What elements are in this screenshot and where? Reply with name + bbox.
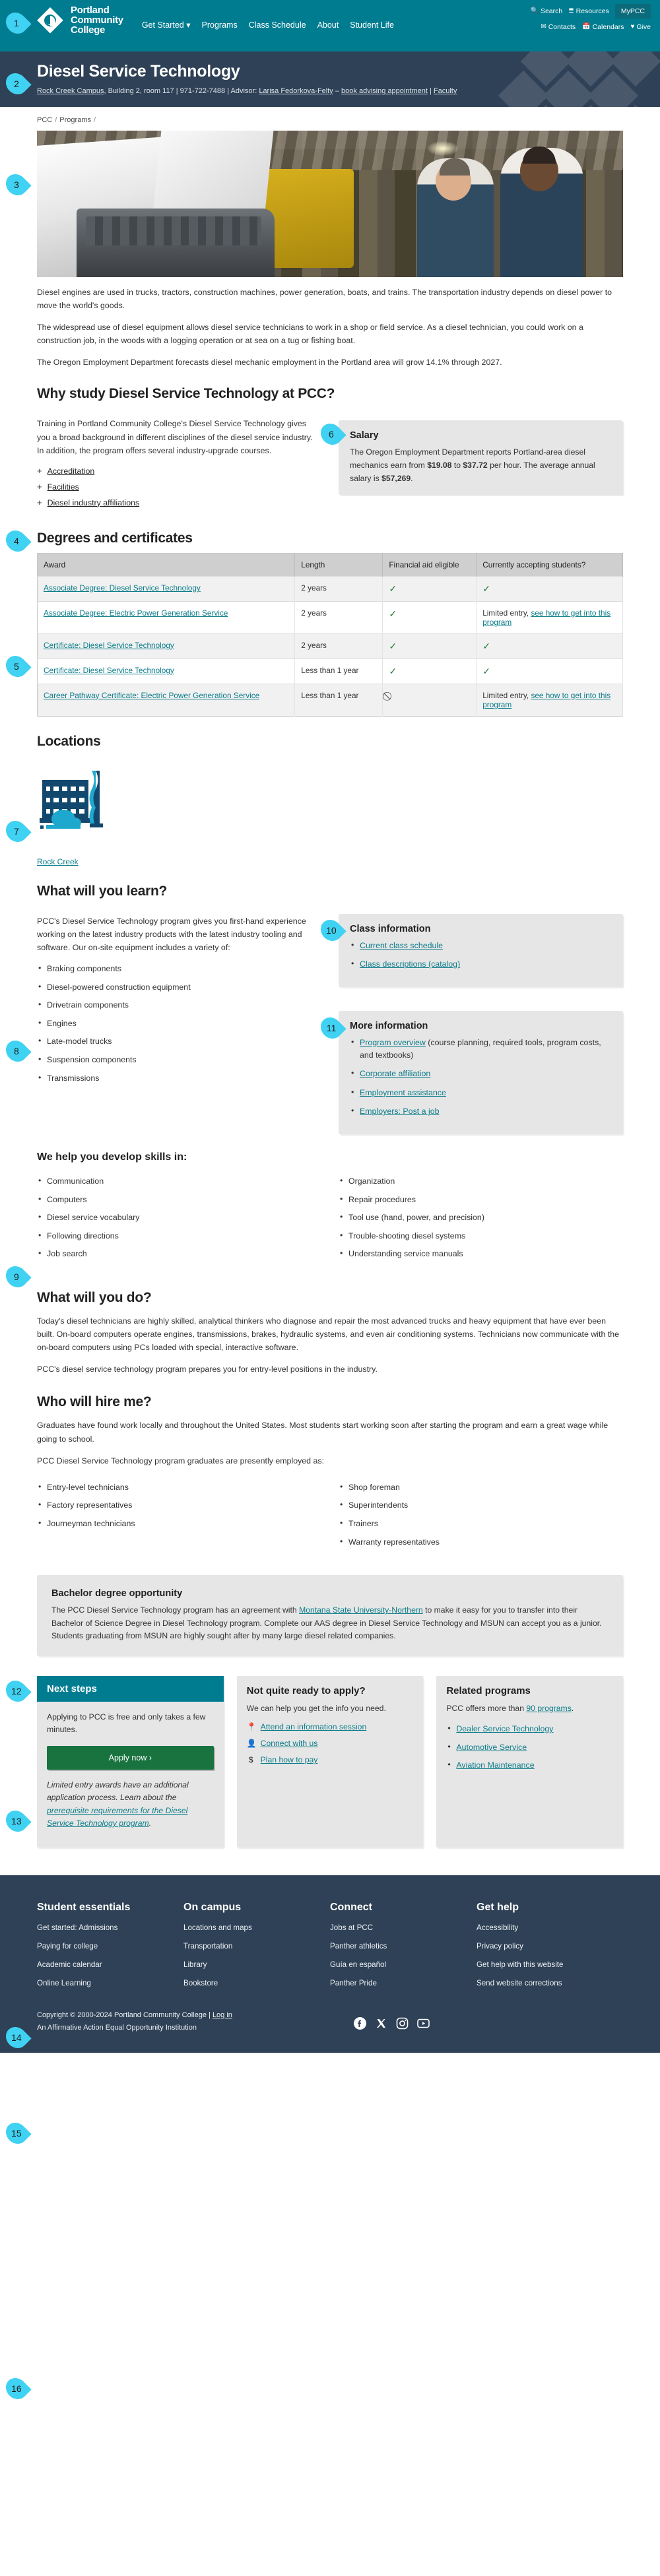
list-item: • Diesel service vocabulary	[37, 1211, 321, 1224]
annotation-marker-10: 10	[316, 915, 346, 945]
link-information-session[interactable]: Attend an information session	[260, 1722, 367, 1732]
site-header	[0, 0, 660, 51]
annotation-marker-13: 13	[1, 1806, 31, 1836]
list-item	[350, 1105, 612, 1118]
skills-columns	[37, 1170, 623, 1272]
locations-heading: Locations	[37, 733, 101, 749]
breadcrumb-separator-2: /	[93, 116, 96, 124]
link-corporate-affiliation[interactable]: Corporate affiliation	[360, 1069, 431, 1079]
salary-high: $37.72	[463, 460, 488, 470]
instagram-icon[interactable]	[396, 2017, 409, 2030]
hire-paragraph-1: Graduates have found work locally and throughout the United States. Most students start working soon after starting the program and earn a great wage while going to school.	[37, 1421, 609, 1444]
footer-link-academic-calendar[interactable]: Academic calendar	[37, 1960, 102, 1969]
breadcrumb-item-pcc[interactable]: PCC	[37, 116, 53, 124]
equipment-list	[37, 963, 321, 1084]
table-row	[38, 684, 623, 716]
not-ready-lead: We can help you get the info you need.	[246, 1703, 386, 1713]
campus-link[interactable]: Rock Creek Campus	[37, 87, 104, 95]
list-item: • Suspension components	[37, 1054, 321, 1066]
footer-link-paying-for-college[interactable]: Paying for college	[37, 1941, 98, 1950]
bachelor-heading: Bachelor degree opportunity	[51, 1588, 183, 1599]
list-item: • Drivetrain components	[37, 999, 321, 1012]
salary-low: $19.08	[427, 460, 452, 470]
footer-link-bookstore[interactable]: Bookstore	[183, 1978, 218, 1987]
nav-item-student-life[interactable]: Student Life	[350, 20, 394, 30]
intro-paragraph-1: Diesel engines are used in trucks, tractors, construction machines, power generation, boats, and trains. The transportation industry depends on diesel power to move the world's goods.	[37, 288, 612, 311]
intro-paragraph-2: The widespread use of diesel equipment allows diesel service technicians to work in a shop or field service. As a diesel technician, you could work on a construction job, in the woods with a logging operation or at sea on a tug or fishing boat.	[37, 323, 583, 346]
skills-list-right	[339, 1175, 623, 1266]
annotation-marker-2: 2	[1, 69, 31, 98]
learn-right-column	[326, 906, 623, 1134]
breadcrumb	[0, 107, 660, 131]
accordion-diesel-industry-affiliations[interactable]	[37, 498, 321, 507]
what-will-you-do-section	[0, 1290, 660, 1376]
skills-heading: We help you develop skills in:	[37, 1151, 187, 1163]
site-logo[interactable]	[36, 5, 123, 35]
limited-entry-link[interactable]: see how to get into this program	[482, 608, 611, 627]
list-item	[350, 940, 612, 952]
salary-callout-card	[339, 420, 623, 495]
jobs-list-left	[37, 1481, 321, 1536]
cell-financial-aid	[383, 659, 477, 684]
nav-item-class-schedule[interactable]: Class Schedule	[248, 20, 306, 30]
contacts-link[interactable]: ✉ Contacts	[541, 23, 576, 31]
list-item: • Repair procedures	[339, 1194, 623, 1206]
next-steps-card	[37, 1676, 224, 1848]
annotation-marker-9: 9	[1, 1262, 31, 1291]
cell-award	[38, 659, 295, 684]
footer-link-online-learning[interactable]: Online Learning	[37, 1978, 91, 1987]
instructor-person	[417, 158, 494, 277]
list-item	[446, 1741, 613, 1754]
list-item: • Trainers	[339, 1518, 623, 1530]
calendars-link[interactable]: 📅 Calendars	[582, 23, 624, 31]
link-class-descriptions[interactable]: Class descriptions (catalog)	[360, 959, 461, 969]
learn-section	[0, 884, 660, 1272]
award-link[interactable]: Associate Degree: Electric Power Generation Service	[44, 608, 228, 618]
search-icon: 🔍	[530, 7, 539, 15]
list-item: • Shop foreman	[339, 1481, 623, 1494]
list-item	[446, 1759, 613, 1772]
list-item	[350, 958, 612, 971]
footer-link-get-started-admissions[interactable]: Get started: Admissions	[37, 1923, 118, 1932]
footer-link-send-website-corrections[interactable]: Send website corrections	[477, 1978, 562, 1987]
envelope-icon: ✉	[541, 23, 546, 30]
list-item: • Engines	[37, 1017, 321, 1030]
accordion-accreditation[interactable]	[37, 466, 321, 476]
link-employers-post-a-job[interactable]: Employers: Post a job	[360, 1107, 440, 1116]
footer-link-log-in[interactable]: Log in	[212, 2011, 232, 2019]
locations-section	[0, 734, 660, 750]
column-financial-aid: Financial aid eligible	[383, 553, 477, 576]
column-accepting: Currently accepting students?	[477, 553, 623, 576]
resources-icon: ≣	[568, 7, 574, 15]
footer-bottom	[37, 2009, 623, 2035]
annotation-marker-12: 12	[1, 1676, 31, 1706]
related-programs-body	[436, 1676, 623, 1787]
related-programs-card	[436, 1676, 623, 1848]
list-item: • Following directions	[37, 1230, 321, 1242]
annotation-marker-14: 14	[1, 2022, 31, 2052]
logo-line-1: Portland	[71, 5, 110, 16]
annotation-marker-8: 8	[1, 1036, 31, 1066]
apply-now-button[interactable]: Apply now ›	[47, 1746, 214, 1770]
footer-link-accessibility[interactable]: Accessibility	[477, 1923, 519, 1932]
annotation-marker-6: 6	[316, 420, 346, 449]
table-row	[38, 576, 623, 601]
not-ready-links	[247, 1722, 414, 1764]
link-dealer-service-technology[interactable]: Dealer Service Technology	[456, 1724, 554, 1734]
resources-link[interactable]: ≣ Resources	[568, 7, 609, 15]
truck-cab	[152, 131, 275, 220]
cell-award	[38, 633, 295, 659]
annotation-marker-11: 11	[316, 1013, 346, 1043]
list-item	[247, 1722, 414, 1731]
utility-navigation	[531, 4, 651, 31]
next-steps-lead: Applying to PCC is free and only takes a few minutes.	[47, 1712, 206, 1735]
list-item: • Tool use (hand, power, and precision)	[339, 1211, 623, 1224]
footer-link-guia-en-espanol[interactable]: Guía en español	[330, 1960, 387, 1969]
next-steps-fineprint: Limited entry awards have an additional application process. Learn about the prerequisite requirements for the Diesel Service Technology program.	[47, 1780, 189, 1828]
affirmative-action-line: An Affirmative Action Equal Opportunity Institution	[37, 2023, 197, 2032]
nav-item-about[interactable]: About	[317, 20, 339, 30]
footer-columns	[37, 1902, 623, 1997]
footer-column-student-essentials	[37, 1902, 183, 1997]
advisor-link[interactable]: Larisa Fedorkova-Felty	[259, 87, 333, 95]
do-paragraph-2: PCC's diesel service technology program prepares you for entry-level positions in the industry.	[37, 1365, 378, 1374]
degrees-heading: Degrees and certificates	[37, 530, 193, 546]
check-icon: ✓	[389, 640, 397, 651]
campus-illustration-icon	[37, 767, 136, 848]
footer-link-get-help-with-website[interactable]: Get help with this website	[477, 1960, 564, 1969]
footer-column-on-campus	[183, 1902, 330, 1997]
footer-link-jobs-at-pcc[interactable]: Jobs at PCC	[330, 1923, 374, 1932]
jobs-columns	[37, 1476, 623, 1559]
cell-award	[38, 576, 295, 601]
footer-link-locations-and-maps[interactable]: Locations and maps	[183, 1923, 252, 1932]
annotation-marker-3: 3	[1, 170, 31, 199]
list-item	[350, 1068, 612, 1080]
footer-link-transportation[interactable]: Transportation	[183, 1941, 233, 1950]
footer-heading: Connect	[330, 1901, 372, 1913]
accordion-label-affiliations[interactable]: Diesel industry affiliations	[47, 498, 140, 507]
page-title: Diesel Service Technology	[37, 62, 240, 80]
faculty-link[interactable]: Faculty	[433, 87, 457, 95]
footer-link-privacy-policy[interactable]: Privacy policy	[477, 1941, 523, 1950]
salary-text: The Oregon Employment Department reports Portland-area diesel mechanics earn from $19.08 to $37.72 per hour. The average annual salary is $57,269.	[350, 447, 595, 483]
nav-item-get-started[interactable]: Get Started ▾	[141, 20, 191, 30]
table-header-row	[38, 553, 623, 576]
not-ready-heading: Not quite ready to apply?	[246, 1685, 366, 1696]
program-hero-image	[37, 131, 623, 277]
link-plan-how-to-pay[interactable]: Plan how to pay	[260, 1755, 318, 1765]
related-programs-lead: PCC offers more than 90 programs.	[446, 1703, 574, 1713]
cell-financial-aid	[383, 601, 477, 633]
more-information-card	[339, 1011, 623, 1134]
class-information-links	[350, 940, 612, 971]
breadcrumb-item-programs[interactable]: Programs	[59, 116, 91, 124]
list-item: • Organization	[339, 1175, 623, 1188]
annotation-marker-1: 1	[1, 8, 31, 38]
annotation-marker-5: 5	[1, 651, 31, 681]
not-ready-body	[237, 1676, 424, 1782]
table-row	[38, 659, 623, 684]
check-icon: ✓	[482, 640, 490, 651]
next-steps-section	[0, 1676, 660, 1848]
class-information-heading: Class information	[350, 923, 431, 934]
cell-accepting: Limited entry, see how to get into this program	[477, 684, 623, 716]
program-meta-line: Rock Creek Campus, Building 2, room 117 | 971-722-7488 | Advisor: Larisa Fedorkova-Felty – book advising appointment | Faculty	[37, 87, 457, 95]
why-study-left-column	[37, 408, 321, 513]
check-icon: ✓	[482, 583, 490, 594]
plus-icon: +	[37, 465, 42, 476]
map-pin-icon: 📍	[246, 1722, 257, 1732]
location-link-rock-creek[interactable]: Rock Creek	[37, 856, 79, 866]
award-link[interactable]: Certificate: Diesel Service Technology	[44, 640, 174, 650]
limited-entry-link[interactable]: see how to get into this program	[482, 690, 611, 709]
list-item: • Trouble-shooting diesel systems	[339, 1230, 623, 1242]
dollar-icon: $	[248, 1755, 253, 1765]
hire-paragraph-2: PCC Diesel Service Technology program graduates are presently employed as:	[37, 1456, 325, 1465]
nav-item-programs[interactable]: Programs	[201, 20, 238, 30]
more-information-links	[350, 1037, 612, 1118]
next-steps-body	[37, 1702, 224, 1840]
do-paragraph-1: Today's diesel technicians are highly skilled, analytical thinkers who diagnose and repair the most advanced trucks and heavy equipment that have ever been built. On-board computers operate engines, transmissions, brakes, hydraulic systems, and even air conditioning systems. Technicians now communicate with the on-board computers using PCs loaded with special, interactive software.	[37, 1316, 619, 1353]
copyright-line: Copyright © 2000-2024 Portland Community College | Log in	[37, 2011, 232, 2019]
footer-column-connect	[330, 1902, 477, 1997]
logo-line-3: College	[71, 24, 106, 36]
diesel-engine	[77, 209, 275, 277]
book-advising-link[interactable]: book advising appointment	[341, 87, 428, 95]
annotation-marker-15: 15	[1, 2118, 31, 2148]
link-prerequisite-requirements[interactable]: prerequisite requirements for the Diesel Service Technology program	[47, 1805, 188, 1828]
heart-icon: ♥	[630, 23, 635, 30]
facebook-icon[interactable]	[354, 2017, 366, 2030]
utility-row-primary	[531, 4, 651, 18]
main-navigation	[142, 20, 394, 30]
intro-paragraph-3: The Oregon Employment Department forecasts diesel mechanic employment in the Portland area will grow 14.1% through 2027.	[37, 358, 502, 368]
cell-award	[38, 601, 295, 633]
list-item: • Transmissions	[37, 1072, 321, 1085]
footer-link-library[interactable]: Library	[183, 1960, 207, 1969]
table-row	[38, 601, 623, 633]
link-montana-state-university[interactable]: Montana State University-Northern	[299, 1605, 423, 1615]
footer-copyright	[37, 2009, 314, 2035]
why-study-heading: Why study Diesel Service Technology at PCC?	[37, 386, 335, 402]
list-item: • Journeyman technicians	[37, 1518, 321, 1530]
link-aviation-maintenance[interactable]: Aviation Maintenance	[456, 1760, 535, 1770]
bachelor-degree-card	[37, 1575, 623, 1656]
x-twitter-icon[interactable]	[375, 2017, 387, 2030]
footer-heading: On campus	[183, 1901, 242, 1913]
list-item: • Diesel-powered construction equipment	[37, 981, 321, 994]
award-link[interactable]: Associate Degree: Diesel Service Technology	[44, 583, 201, 593]
next-steps-cards	[37, 1676, 623, 1848]
list-item: • Understanding service manuals	[339, 1248, 623, 1260]
why-study-right-column	[329, 408, 623, 495]
plus-icon: +	[37, 481, 42, 492]
logo-line-2: Community	[71, 15, 123, 26]
list-item	[350, 1087, 612, 1099]
cell-length: Less than 1 year	[295, 684, 383, 716]
why-study-paragraph: Training in Portland Community College's Diesel Service Technology gives you a broad background in different disciplines of the diesel service industry. In addition, the program offers several industry-upgrade courses.	[37, 419, 313, 455]
program-title-band	[0, 51, 660, 107]
site-footer	[0, 1875, 660, 2053]
cell-accepting	[477, 576, 623, 601]
cell-financial-aid	[383, 576, 477, 601]
person-icon: 👤	[246, 1739, 257, 1749]
list-item: • Computers	[37, 1194, 321, 1206]
more-information-heading: More information	[350, 1020, 428, 1031]
cell-financial-aid	[383, 684, 477, 716]
list-item: • Factory representatives	[37, 1499, 321, 1512]
learn-left-column	[37, 906, 321, 1091]
cell-accepting	[477, 659, 623, 684]
learn-paragraph: PCC's Diesel Service Technology program gives you first-hand experience working on the latest industry products with the latest industry tooling and software. Our on-site equipment includes a variety of:	[37, 916, 306, 952]
cell-length: 2 years	[295, 633, 383, 659]
breadcrumb-separator: /	[55, 116, 57, 124]
footer-heading: Get help	[477, 1901, 519, 1913]
accordion-label-facilities[interactable]: Facilities	[47, 482, 79, 492]
annotation-marker-7: 7	[1, 816, 31, 846]
list-item: • Warranty representatives	[339, 1536, 623, 1549]
accordion-facilities[interactable]	[37, 482, 321, 492]
utility-row-secondary	[531, 23, 651, 31]
next-steps-heading: Next steps	[37, 1676, 224, 1702]
link-connect-with-us[interactable]: Connect with us	[260, 1739, 318, 1749]
link-employment-assistance[interactable]: Employment assistance	[360, 1087, 446, 1097]
hire-heading: Who will hire me?	[37, 1394, 152, 1410]
list-item: • Superintendents	[339, 1499, 623, 1512]
learn-heading: What will you learn?	[37, 883, 168, 899]
list-item: • Entry-level technicians	[37, 1481, 321, 1494]
youtube-icon[interactable]	[417, 2017, 430, 2030]
table-row	[38, 633, 623, 659]
calendar-icon: 📅	[582, 23, 591, 30]
chevron-down-icon: ▾	[186, 20, 191, 30]
cell-accepting	[477, 633, 623, 659]
pcc-diamond-logo-icon	[36, 6, 65, 35]
footer-column-get-help	[477, 1902, 623, 1997]
shop-light-icon	[428, 141, 458, 156]
why-study-section	[0, 386, 660, 513]
skills-list-left	[37, 1175, 321, 1266]
cell-accepting: Limited entry, see how to get into this program	[477, 601, 623, 633]
salary-annual: $57,269	[381, 473, 411, 483]
check-icon: ✓	[482, 665, 490, 676]
bachelor-section	[0, 1575, 660, 1656]
link-program-overview[interactable]: Program overview	[360, 1037, 426, 1047]
do-heading: What will you do?	[37, 1290, 152, 1306]
logo-wordmark	[71, 5, 123, 35]
footer-social-links	[354, 2017, 430, 2030]
list-item: • Job search	[37, 1248, 321, 1260]
cell-financial-aid	[383, 633, 477, 659]
jobs-list-right	[339, 1481, 623, 1554]
award-link[interactable]: Career Pathway Certificate: Electric Power Generation Service	[44, 690, 260, 700]
link-90-programs[interactable]: 90 programs	[526, 1703, 572, 1713]
link-automotive-service[interactable]: Automotive Service	[456, 1742, 527, 1752]
intro-section	[0, 286, 660, 369]
who-will-hire-section	[0, 1394, 660, 1559]
annotation-marker-4: 4	[1, 526, 31, 556]
check-icon: ✓	[389, 665, 397, 676]
cell-length: 2 years	[295, 601, 383, 633]
mypcc-button[interactable]: MyPCC	[615, 4, 651, 18]
related-programs-heading: Related programs	[446, 1685, 531, 1696]
list-item: • Braking components	[37, 963, 321, 975]
not-ready-card	[237, 1676, 424, 1848]
list-item: • Communication	[37, 1175, 321, 1188]
annotation-marker-16: 16	[1, 2373, 31, 2403]
related-programs-list	[446, 1723, 613, 1772]
search-link[interactable]: 🔍 Search	[530, 7, 563, 15]
plus-icon: +	[37, 497, 42, 507]
class-information-card	[339, 914, 623, 987]
student-person	[500, 148, 583, 277]
give-link[interactable]: ♥ Give	[630, 23, 651, 31]
cell-length: 2 years	[295, 576, 383, 601]
list-item	[247, 1739, 414, 1748]
list-item: • Program overview (course planning, required tools, program costs, and textbooks)	[350, 1037, 612, 1061]
check-icon: ✓	[389, 608, 397, 619]
footer-heading: Student essentials	[37, 1901, 131, 1913]
degrees-table	[37, 553, 623, 717]
cell-length: Less than 1 year	[295, 659, 383, 684]
link-current-class-schedule[interactable]: Current class schedule	[360, 940, 444, 950]
bachelor-text: The PCC Diesel Service Technology program has an agreement with Montana State University-Northern to make it easy for you to transfer into their Bachelor of Science Degree in Diesel Technology program. Complete our AAS degree in Diesel Service Technology and MSUN can accept you as a junior. Students graduating from MSUN are highly sought after by many large diesel related companies.	[51, 1605, 602, 1641]
list-item	[247, 1755, 414, 1764]
locations-links	[37, 857, 660, 866]
salary-heading: Salary	[350, 430, 379, 441]
check-icon: ✓	[389, 583, 397, 594]
column-award: Award	[38, 553, 295, 576]
degrees-section	[0, 531, 660, 717]
footer-link-panther-pride[interactable]: Panther Pride	[330, 1978, 377, 1987]
cell-award	[38, 684, 295, 716]
accordion-label-accreditation[interactable]: Accreditation	[47, 466, 95, 476]
footer-link-panther-athletics[interactable]: Panther athletics	[330, 1941, 387, 1950]
column-length: Length	[295, 553, 383, 576]
list-item: • Late-model trucks	[37, 1035, 321, 1048]
award-link[interactable]: Certificate: Diesel Service Technology	[44, 665, 174, 675]
list-item	[446, 1723, 613, 1735]
